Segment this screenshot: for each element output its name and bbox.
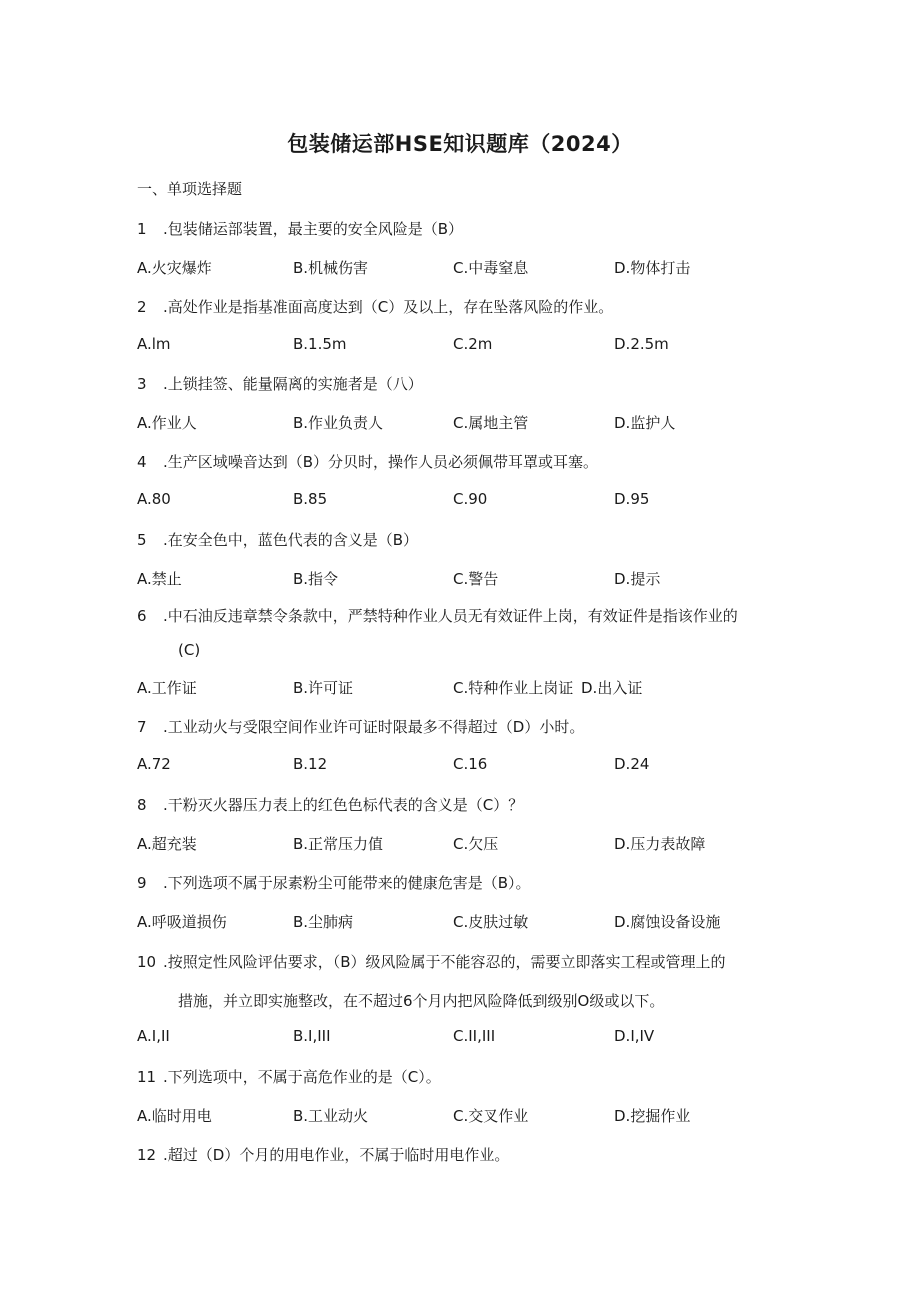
question-text: .按照定性风险评估要求，（B）级风险属于不能容忍的，需要立即落实工程或管理上的 (163, 953, 726, 971)
question-8-option-d: D.压力表故障 (614, 835, 706, 853)
question-3-option-d: D.监护人 (614, 414, 676, 432)
question-1-option-a: A.火灾爆炸 (137, 259, 212, 277)
question-number: 5 (137, 531, 147, 549)
question-number: 11 (137, 1068, 157, 1086)
question-7-option-d: D.24 (614, 755, 650, 773)
question-10-option-b: B.I,III (293, 1027, 331, 1045)
question-10-stem-continued: 措施，并立即实施整改，在不超过6个月内把风险降低到级别O级或以下。 (178, 992, 665, 1010)
question-4-option-c: C.90 (453, 490, 488, 508)
question-9-option-a: A.呼吸道损伤 (137, 913, 227, 931)
section-heading: 一、单项选择题 (137, 180, 243, 198)
question-number: 8 (137, 796, 147, 814)
question-5-option-d: D.提示 (614, 570, 661, 588)
question-10-option-d: D.I,IV (614, 1027, 655, 1045)
question-6-stem (137, 605, 738, 626)
question-9-option-d: D.腐蚀设备设施 (614, 913, 721, 931)
question-6-option-d: D.出入证 (581, 679, 643, 697)
question-7-option-c: C.16 (453, 755, 488, 773)
question-10-option-c: C.II,III (453, 1027, 496, 1045)
question-4-option-d: D.95 (614, 490, 650, 508)
question-8-stem (137, 794, 523, 815)
question-6-stem-continued: (C) (178, 641, 201, 659)
question-11-option-c: C.交叉作业 (453, 1107, 529, 1125)
question-6-option-c: C.特种作业上岗证 (453, 679, 574, 697)
question-11-stem (137, 1066, 441, 1087)
question-8-option-c: C.欠压 (453, 835, 499, 853)
question-11-option-b: B.工业动火 (293, 1107, 369, 1125)
question-text: .生产区域噪音达到（B）分贝时，操作人员必须佩带耳罩或耳塞。 (163, 453, 599, 471)
question-text: .工业动火与受限空间作业许可证时限最多不得超过（D）小时。 (163, 718, 585, 736)
question-number: 1 (137, 220, 147, 238)
question-3-stem (137, 373, 423, 394)
question-7-option-b: B.12 (293, 755, 328, 773)
question-2-stem (137, 296, 613, 317)
question-2-option-d: D.2.5m (614, 335, 669, 353)
question-number: 6 (137, 607, 147, 625)
question-text: .下列选项不属于尿素粉尘可能带来的健康危害是（B）。 (163, 874, 531, 892)
question-3-option-c: C.属地主管 (453, 414, 529, 432)
question-4-stem (137, 451, 598, 472)
question-1-option-c: C.中毒窒息 (453, 259, 529, 277)
question-5-option-c: C.警告 (453, 570, 499, 588)
question-9-stem (137, 872, 531, 893)
question-3-option-b: B.作业负责人 (293, 414, 384, 432)
question-6-option-a: A.工作证 (137, 679, 197, 697)
question-2-option-c: C.2m (453, 335, 493, 353)
question-text: .在安全色中，蓝色代表的含义是（B） (163, 531, 419, 549)
question-1-stem (137, 218, 463, 239)
question-text: .高处作业是指基准面高度达到（C）及以上，存在坠落风险的作业。 (163, 298, 614, 316)
question-8-option-a: A.超充装 (137, 835, 197, 853)
question-number: 7 (137, 718, 147, 736)
question-number: 12 (137, 1146, 157, 1164)
question-11-option-d: D.挖掘作业 (614, 1107, 691, 1125)
question-number: 10 (137, 953, 157, 971)
question-5-option-b: B.指令 (293, 570, 339, 588)
question-12-stem (137, 1144, 509, 1165)
question-4-option-b: B.85 (293, 490, 328, 508)
question-8-option-b: B.正常压力值 (293, 835, 384, 853)
question-11-option-a: A.临时用电 (137, 1107, 212, 1125)
question-number: 3 (137, 375, 147, 393)
question-text: .包装储运部装置，最主要的安全风险是（B） (163, 220, 464, 238)
question-text: .上锁挂签、能量隔离的实施者是（八） (163, 375, 423, 393)
question-5-option-a: A.禁止 (137, 570, 182, 588)
question-5-stem (137, 529, 418, 550)
question-3-option-a: A.作业人 (137, 414, 197, 432)
question-6-option-b: B.许可证 (293, 679, 354, 697)
question-10-stem (137, 951, 726, 972)
question-text: .超过（D）个月的用电作业，不属于临时用电作业。 (163, 1146, 510, 1164)
question-number: 9 (137, 874, 147, 892)
question-1-option-d: D.物体打击 (614, 259, 691, 277)
question-2-option-b: B.1.5m (293, 335, 347, 353)
page-title: 包装储运部HSE知识题库（2024） (287, 132, 633, 156)
question-10-option-a: A.I,II (137, 1027, 170, 1045)
question-9-option-b: B.尘肺病 (293, 913, 354, 931)
question-text: .干粉灭火器压力表上的红色色标代表的含义是（C）？ (163, 796, 524, 814)
question-7-option-a: A.72 (137, 755, 171, 773)
question-number: 4 (137, 453, 147, 471)
question-text: .中石油反违章禁令条款中，严禁特种作业人员无有效证件上岗，有效证件是指该作业的 (163, 607, 738, 625)
question-text: .下列选项中，不属于高危作业的是（C）。 (163, 1068, 441, 1086)
question-2-option-a: A.lm (137, 335, 171, 353)
question-7-stem (137, 716, 584, 737)
question-4-option-a: A.80 (137, 490, 171, 508)
question-number: 2 (137, 298, 147, 316)
question-9-option-c: C.皮肤过敏 (453, 913, 529, 931)
question-1-option-b: B.机械伤害 (293, 259, 369, 277)
